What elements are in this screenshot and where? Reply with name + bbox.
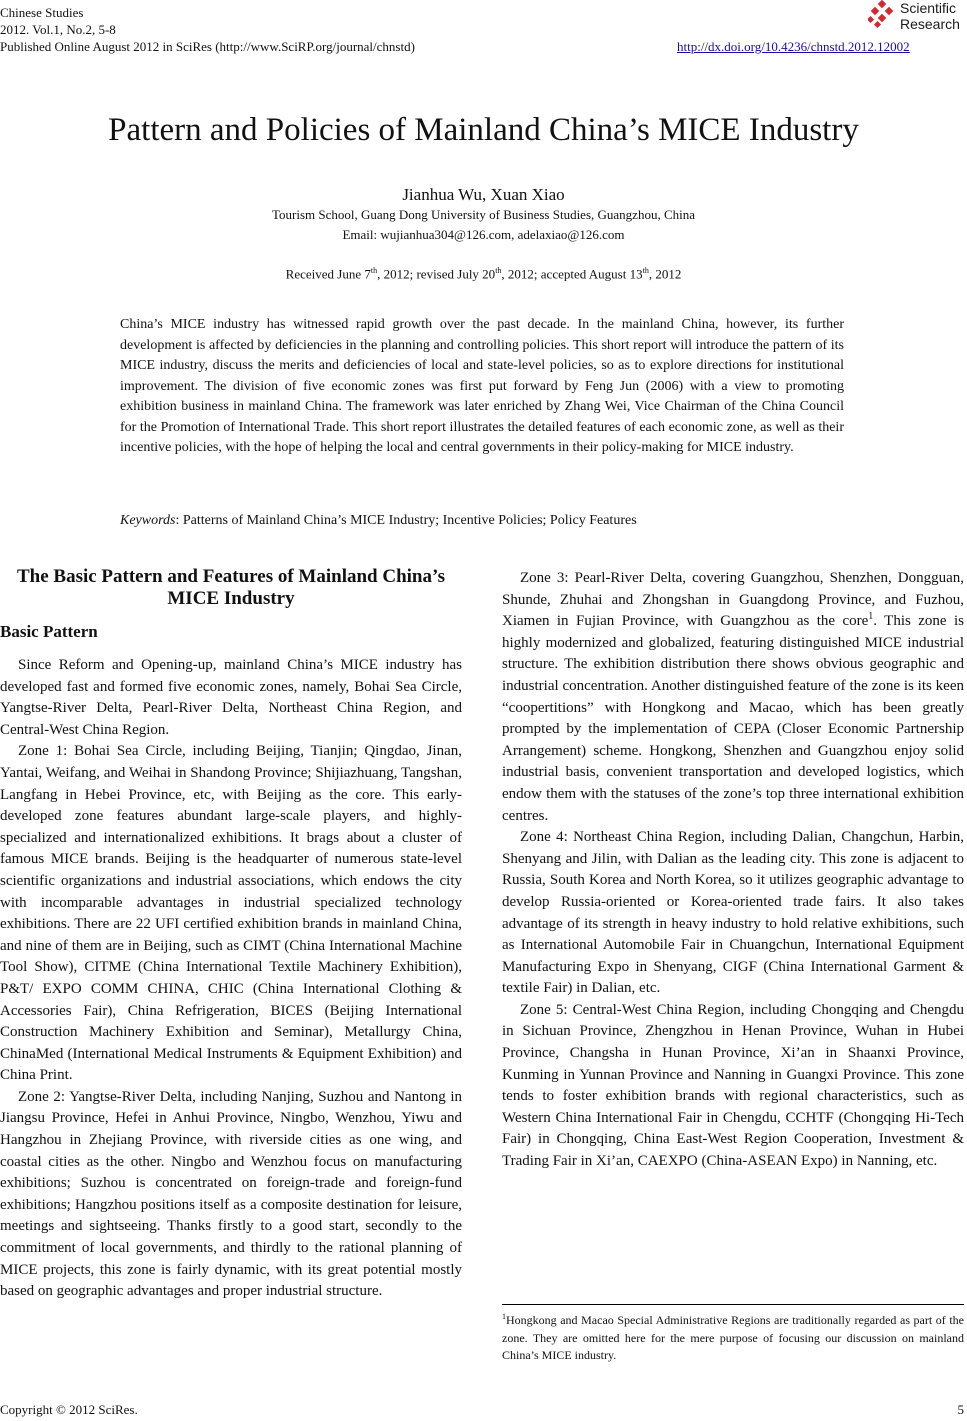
journal-name: Chinese Studies xyxy=(0,5,84,20)
keywords-text: : Patterns of Mainland China’s MICE Industry; Incentive Policies; Policy Features xyxy=(175,513,637,528)
footnote xyxy=(502,1308,964,1365)
journal-volume: 2012. Vol.1, No.2, 5-8 xyxy=(0,22,116,37)
keywords-label: Keywords xyxy=(120,513,176,528)
publisher-logo xyxy=(868,0,967,40)
footnote-text: Hongkong and Macao Special Administrative Regions are traditionally regarded as part of the zone. They are omitted here for the mere purpose of focusing our discussion on mainland China’s MICE industry. xyxy=(502,1313,964,1362)
footnote-divider xyxy=(502,1304,964,1305)
revised-date: , 2012; revised July 20 xyxy=(377,266,496,282)
paragraph-zone4: Zone 4: Northeast China Region, including Dalian, Changchun, Harbin, Shenyang and Jilin, with Dalian as the leading city. This zone is adjacent to Russia, South Korea and North Korea, so it utilizes geographic advantage to develop Russia-oriented or Korea-oriented trade fairs. It also takes advantage of its strength in heavy industry to hold relative exhibitions, such as International Automobile Fair in Chuangchun, International Equipment Manufacturing Expo in Shenyang, CIGF (China International Garment & textile Fair) in Dalian, etc. xyxy=(502,829,964,997)
doi-link[interactable]: http://dx.doi.org/10.4236/chnstd.2012.12002 xyxy=(677,39,910,54)
received-date: Received June 7 xyxy=(285,266,371,282)
affiliation: Tourism School, Guang Dong University of Business Studies, Guangzhou, China xyxy=(271,207,695,222)
subsection-title: Basic Pattern xyxy=(0,622,98,641)
publisher-name-line2: Research xyxy=(900,16,960,32)
ordinal-suffix: th xyxy=(642,266,649,275)
authors: Jianhua Wu, Xuan Xiao xyxy=(402,185,565,204)
paragraph-zone5: Zone 5: Central-West China Region, including Chongqing and Chengdu in Sichuan Province, Zhengzhou in Henan Province, Wuhan in Hubei Province, Changsha in Hunan Province, Xi’an in Shaanxi Province, Kunming in Yunnan Province and Nanning in Guangxi Province. This zone tends to foster exhibition brands with regional characteristics, such as Western China International Fair in Chengdu, CCHTF (Chongqing Hi-Tech Fair) in Chongqing, China East-West Region Cooperation, Investment & Trading Fair in Xi’an, CAEXPO (China-ASEAN Expo) in Nanning, etc. xyxy=(502,1001,964,1170)
accepted-date: , 2012; accepted August 13 xyxy=(501,266,643,282)
author-email: Email: wujianhua304@126.com, adelaxiao@126.com xyxy=(342,227,625,242)
abstract: China’s MICE industry has witnessed rapid growth over the past decade. In the mainland China, however, its further development is affected by deficiencies in the planning and controlling policies. This short report will introduce the pattern of its MICE industry, discuss the merits and deficiencies of local and state-level policies, so as to explore directions for institutional improvement. The division of five economic zones was first put forward by Feng Jun (2006) with a view to promoting exhibition business in mainland China. The framework was later enriched by Zhang Wei, Vice Chairman of the China Council for the Promotion of International Trade. This short report illustrates the detailed features of each economic zone, as well as their incentive policies, with the hope of helping the local and central governments in their policy-making for MICE industry. xyxy=(120,317,844,455)
publisher-name-line1: Scientific xyxy=(900,0,957,16)
ordinal-suffix: th xyxy=(495,266,502,275)
ordinal-suffix: th xyxy=(370,266,378,275)
paragraph-intro: Since Reform and Opening-up, mainland China’s MICE industry has developed fast and formed five economic zones, namely, Bohai Sea Circle, Yangtse-River Delta, Pearl-River Delta, Northeast China Region, and Central-West China Region. xyxy=(0,657,462,738)
publication-info: Published Online August 2012 in SciRes (http://www.SciRP.org/journal/chnstd) xyxy=(0,39,415,54)
copyright: Copyright © 2012 SciRes. xyxy=(0,1402,138,1417)
keywords xyxy=(120,511,637,531)
right-column xyxy=(502,568,964,1173)
section-title: The Basic Pattern and Features of Mainland China’s MICE Industry xyxy=(16,566,446,609)
zone3-text: Zone 3: Pearl-River Delta, covering Guangzhou, Shenzhen, Dongguan, Shunde, Zhuhai and Zhongshan in Guangdong Province, and Fuzhou, Xiamen in Fujian Province, with Guangzhou as the core xyxy=(502,570,964,630)
paragraph-zone2: Zone 2: Yangtse-River Delta, including Nanjing, Suzhou and Nantong in Jiangsu Province, Hefei in Anhui Province, Ningbo, Wenzhou, Yiwu and Hangzhou in Zhejiang Province, with riverside cities as one wing, and coastal cities as the other. Ningbo and Wenzhou focus on manufacturing exhibitions; Suzhou is concentrated on foreign-trade and foreign-fund exhibitions; Hangzhou positions itself as a composite destination for leisure, meetings and sightseeing. Thanks firstly to a good start, secondly to the commitment of local governments, and thirdly to the rational planning of MICE projects, this zone is fairly dynamic, with its great potential mostly based on geographic advantages and proper industrial structure. xyxy=(0,1088,462,1300)
left-column xyxy=(0,655,462,1303)
paragraph-zone1: Zone 1: Bohai Sea Circle, including Beijing, Tianjin; Qingdao, Jinan, Yantai, Weifang, and Weihai in Shandong Province; Shijiazhuang, Tangshan, Langfang in Hebei Province, etc, with Beijing as the core. This early-developed zone features abundant large-scale players, and highly-specialized and internationalized exhibitions. It brags about a cluster of famous MICE brands. Beijing is the headquarter of numerous state-level scientific organizations and industrial associations, which endows the city with incomparable advantages in industrial specialized technology exhibitions. There are 22 UFI certified exhibition brands in mainland China, and nine of them are in Beijing, such as CIMT (China International Machine Tool Show), CITME (China International Textile Machinery Exhibition), P&T/ EXPO COMM CHINA, CHIC (China International Clothing & Accessories Fair), China Refrigeration, BICES (Beijing International Construction Machinery Exhibition and Seminar), Metallurgy China, ChinaMed (International Medical Instruments & Equipment Exhibition) and China Print. xyxy=(0,743,462,1084)
footnote-marker: 1 xyxy=(502,1312,506,1321)
year: , 2012 xyxy=(648,266,682,282)
footnote-ref[interactable]: 1 xyxy=(868,611,874,623)
publisher-name xyxy=(900,0,960,32)
page-number: 5 xyxy=(957,1402,964,1417)
paragraph-zone3 xyxy=(502,568,964,827)
zone3-text-cont: . This zone is highly modernized and globalized, featuring distinguished MICE industrial structure. The exhibition distribution there shows obvious geographic and industrial concentration. Another distinguished feature of the zone is its keen “coopertitions” with Hongkong and Macao, which has been greatly prompted by the implementation of CEPA (Closer Economic Partnership Arrangement) scheme. Hongkong, Shenzhen and Guangzhou enjoy solid industrial basis, convenient transportation and developed logistics, which endow them with the statuses of the zone’s top three international exhibition centres. xyxy=(502,613,964,824)
paper-title: Pattern and Policies of Mainland China’s MICE Industry xyxy=(108,112,859,148)
scientific-research-logo-icon xyxy=(868,0,898,30)
received-dates xyxy=(0,262,967,283)
